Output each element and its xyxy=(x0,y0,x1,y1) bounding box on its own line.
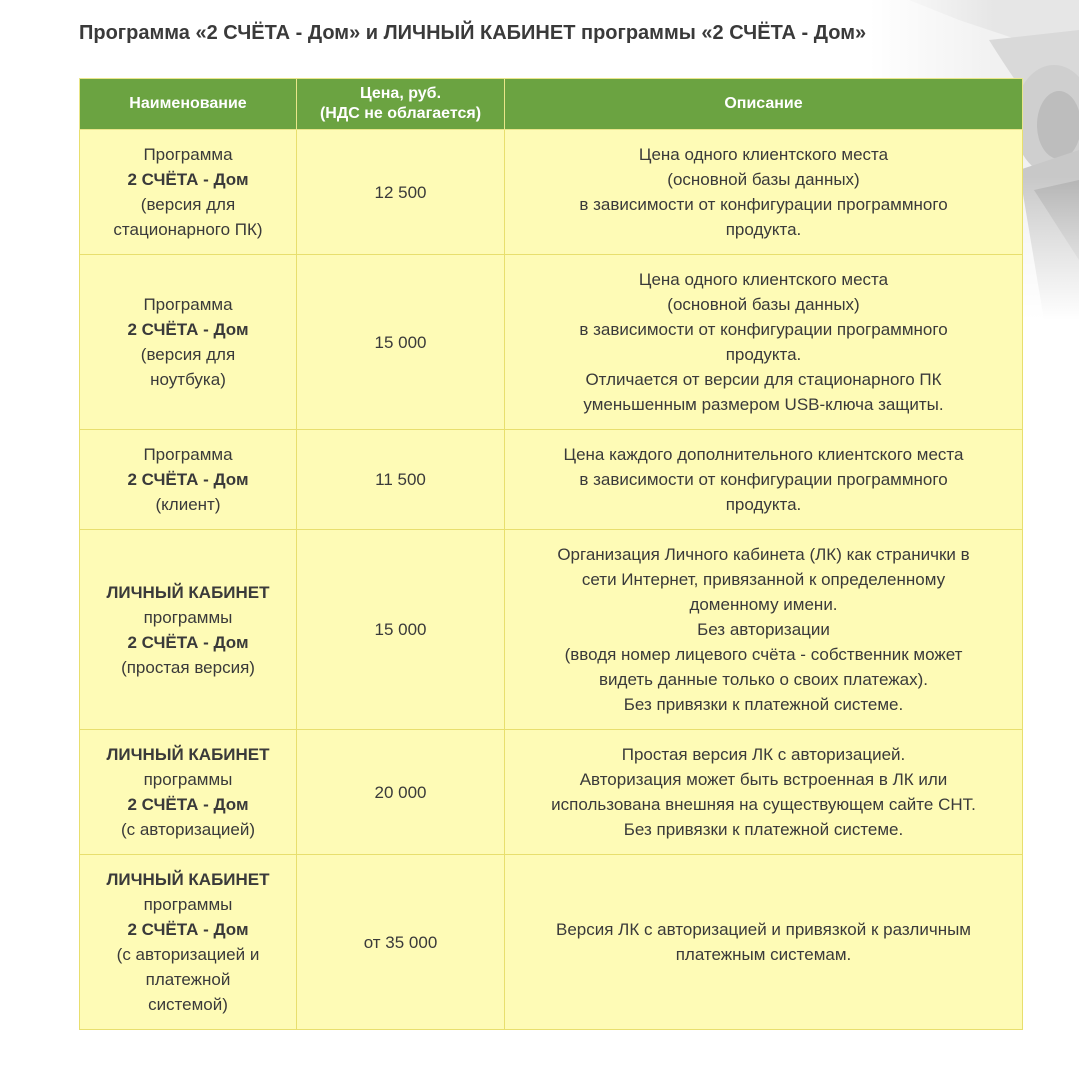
description-line: в зависимости от конфигурации программного xyxy=(579,195,948,214)
column-header-price-vat-note: (НДС не облагается) xyxy=(319,105,482,122)
description-line: доменному имени. xyxy=(689,595,838,614)
table-row xyxy=(80,430,1023,530)
product-name-line: (версия для xyxy=(140,195,236,214)
price-table xyxy=(79,78,1023,1030)
product-name-cell xyxy=(80,855,297,1030)
description-line: Без привязки к платежной системе. xyxy=(623,820,904,839)
product-name-line: 2 СЧЁТА - Дом xyxy=(127,920,249,939)
price-cell xyxy=(297,255,505,430)
description-line: продукта. xyxy=(725,495,802,514)
table-body xyxy=(80,130,1023,1030)
product-name-cell xyxy=(80,255,297,430)
column-header-name xyxy=(80,79,297,130)
product-name-line: ЛИЧНЫЙ КАБИНЕТ xyxy=(106,745,270,764)
table-row xyxy=(80,855,1023,1030)
price-cell xyxy=(297,430,505,530)
price-value: 11 500 xyxy=(375,470,426,489)
price-cell xyxy=(297,530,505,730)
table-row xyxy=(80,255,1023,430)
price-cell xyxy=(297,130,505,255)
description-cell xyxy=(505,430,1023,530)
price-value: 20 000 xyxy=(374,782,427,802)
product-name-line: (с авторизацией и xyxy=(116,945,260,964)
product-name-cell xyxy=(80,130,297,255)
description-line: уменьшенным размером USB-ключа защиты. xyxy=(583,395,944,414)
product-name-line: программы xyxy=(143,770,233,789)
price-value: от 35 000 xyxy=(363,932,438,952)
table-header-row xyxy=(80,79,1023,130)
price-value: 15 000 xyxy=(374,332,427,352)
product-name-line: программы xyxy=(143,895,233,914)
price-value: 15 000 xyxy=(374,620,427,639)
description-line: Отличается от версии для стационарного ПК xyxy=(585,370,942,389)
description-line: видеть данные только о своих платежах). xyxy=(599,670,928,689)
description-line: сети Интернет, привязанной к определенному xyxy=(581,570,946,589)
description-cell xyxy=(505,255,1023,430)
product-name-line: 2 СЧЁТА - Дом xyxy=(127,632,249,652)
table-row xyxy=(80,530,1023,730)
description-line: платежным системам. xyxy=(675,945,852,964)
product-name-line: (простая версия) xyxy=(121,657,255,677)
product-name-line: (версия для xyxy=(140,345,236,364)
description-cell xyxy=(505,855,1023,1030)
price-cell xyxy=(297,855,505,1030)
description-line: (основной базы данных) xyxy=(667,295,860,314)
product-name-line: 2 СЧЁТА - Дом xyxy=(127,470,249,489)
product-name-line: платежной xyxy=(145,970,231,989)
product-name-line: 2 СЧЁТА - Дом xyxy=(127,795,249,814)
description-line: Цена каждого дополнительного клиентского места xyxy=(563,445,964,464)
product-name-line: системой) xyxy=(148,995,228,1014)
product-name-line: программы xyxy=(143,607,233,627)
description-cell xyxy=(505,530,1023,730)
product-name-line: (с авторизацией) xyxy=(120,820,256,839)
product-name-cell xyxy=(80,730,297,855)
description-line: Организация Личного кабинета (ЛК) как странички в xyxy=(557,545,970,564)
table-row xyxy=(80,130,1023,255)
price-value: 12 500 xyxy=(374,182,427,202)
column-header-price-label: Цена, руб. xyxy=(359,85,442,102)
product-name-line: ЛИЧНЫЙ КАБИНЕТ xyxy=(106,582,270,602)
product-name-line: стационарного ПК) xyxy=(113,220,263,239)
description-line: в зависимости от конфигурации программного xyxy=(579,470,948,489)
product-name-cell xyxy=(80,530,297,730)
product-name-line: 2 СЧЁТА - Дом xyxy=(127,320,249,339)
description-line: использована внешняя на существующем сайте СНТ. xyxy=(551,795,976,814)
column-header-name-label: Наименование xyxy=(129,95,247,112)
column-header-description xyxy=(505,79,1023,130)
product-name-line: ЛИЧНЫЙ КАБИНЕТ xyxy=(106,870,270,889)
description-line: Без привязки к платежной системе. xyxy=(623,695,904,714)
description-cell xyxy=(505,130,1023,255)
product-name-line: 2 СЧЁТА - Дом xyxy=(127,170,249,189)
description-line: Версия ЛК с авторизацией и привязкой к различным xyxy=(555,920,971,939)
product-name-line: Программа xyxy=(143,445,233,464)
product-name-line: ноутбука) xyxy=(150,370,226,389)
description-line: Цена одного клиентского места xyxy=(638,270,889,289)
column-header-price xyxy=(297,79,505,130)
product-name-line: Программа xyxy=(143,295,233,314)
description-line: Без авторизации xyxy=(697,620,830,639)
description-line: продукта. xyxy=(725,345,802,364)
product-name-cell xyxy=(80,430,297,530)
description-line: Простая версия ЛК с авторизацией. xyxy=(621,745,906,764)
price-cell xyxy=(297,730,505,855)
description-cell xyxy=(505,730,1023,855)
product-name-line: (клиент) xyxy=(155,495,221,514)
column-header-description-label: Описание xyxy=(724,95,803,112)
table-row xyxy=(80,730,1023,855)
description-line: Цена одного клиентского места xyxy=(638,145,889,164)
product-name-line: Программа xyxy=(143,145,233,164)
description-line: Авторизация может быть встроенная в ЛК или xyxy=(579,770,948,789)
description-line: продукта. xyxy=(725,220,802,239)
description-line: (основной базы данных) xyxy=(667,170,860,189)
page-title: Программа «2 СЧЁТА - Дом» и ЛИЧНЫЙ КАБИНЕТ программы «2 СЧЁТА - Дом» xyxy=(79,22,867,44)
description-line: в зависимости от конфигурации программного xyxy=(579,320,948,339)
description-line: (вводя номер лицевого счёта - собственник может xyxy=(564,645,963,664)
